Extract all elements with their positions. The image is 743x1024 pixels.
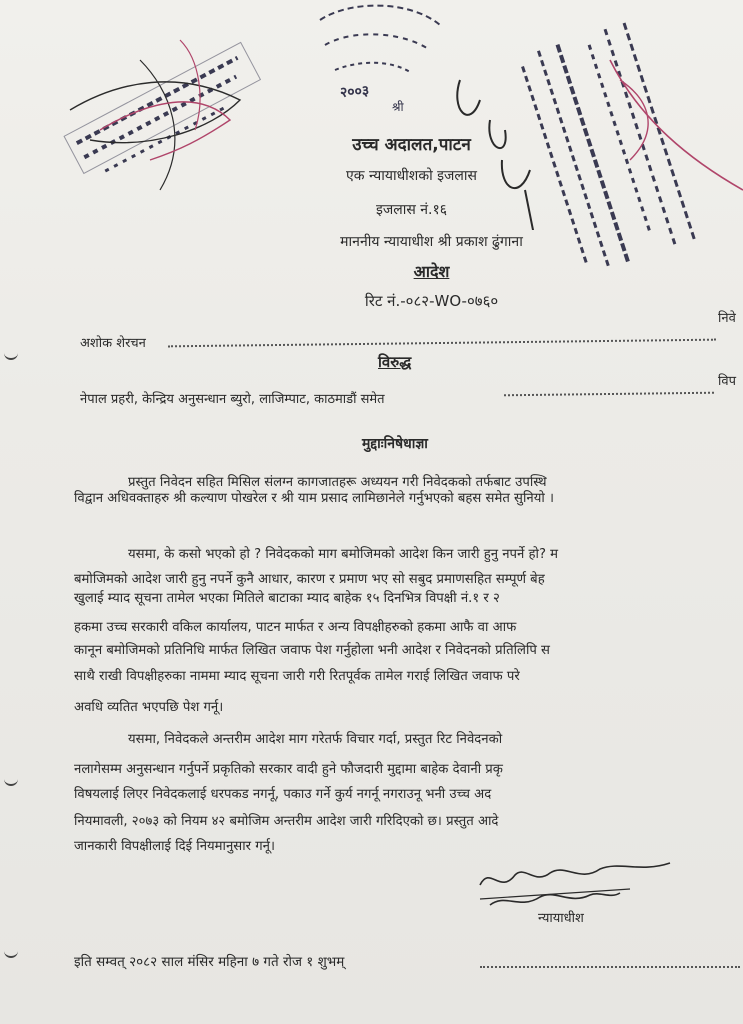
body-line: नलागेसम्म अनुसन्धान गर्नुपर्ने प्रकृतिको सरकार वादी हुने फौजदारी मुद्दामा बाहेक देवानी प्रकृ — [74, 762, 503, 777]
receipt-stamp — [310, 0, 450, 110]
body-line: नियमावली, २०७३ को नियम ४२ बमोजिम अन्तरीम आदेश जारी गरिदिएको छ। प्रस्तुत आदे — [74, 814, 499, 829]
body-line: प्रस्तुत निवेदन सहित मिसिल संलग्न कागजातहरू अध्ययन गरी निवेदकको तर्फबाट उपस्थि — [128, 475, 547, 490]
respondent-role: विप — [718, 374, 736, 389]
body-line: विषयलाई लिएर निवेदकलाई धरपकड नगर्नू, पकाउ गर्ने कुर्य नगर्नू नगराउनू भनी उच्च अद — [74, 787, 492, 802]
body-line: अवधि व्यतित भएपछि पेश गर्नू। — [74, 700, 224, 715]
court-name: उच्च अदालत,पाटन — [352, 135, 471, 155]
bench-type: एक न्यायाधीशको इजलास — [346, 168, 477, 184]
body-line: यसमा, के कसो भएको हो ? निवेदकको माग बमोजिमको आदेश किन जारी हुनु नपर्ने हो? म — [128, 547, 559, 562]
body-line: हकमा उच्च सरकारी वकिल कार्यालय, पाटन मार्फत र अन्य विपक्षीहरुको हकमा आफै वा आफ — [74, 620, 517, 635]
receipt-number: २००३ — [339, 83, 370, 101]
document-title: आदेश — [413, 262, 450, 281]
body-line: विद्वान अधिवक्ताहरु श्री कल्याण पोखरेल र श्री याम प्रसाद लामिछानेले गर्नुभएको बहस समेत सुनियो । — [74, 491, 554, 506]
body-line: कानून बमोजिमको प्रतिनिधि मार्फत लिखित जवाफ पेश गर्नुहोला भनी आदेश र निवेदनको प्रतिलिपि स — [74, 643, 550, 658]
petitioner-dotted-line — [168, 339, 716, 348]
versus-label: विरुद्ध — [378, 353, 412, 371]
date-line: इति सम्वत् २०८२ साल मंसिर महिना ७ गते रोज १ शुभम् — [74, 954, 345, 970]
receipt-suffix: श्री — [392, 100, 404, 114]
margin-mark — [4, 944, 18, 958]
body-line: खुलाई म्याद सूचना तामेल भएका मितिले बाटाका म्याद बाहेक १५ दिनभित्र विपक्षी नं.१ र २ — [74, 591, 500, 606]
respondent-dotted-line — [504, 392, 714, 397]
date-dotted-line — [480, 966, 740, 968]
respondent-name: नेपाल प्रहरी, केन्द्रिय अनुसन्धान ब्युरो, लाजिम्पाट, काठमाडौं समेत — [80, 392, 385, 407]
judge-title: न्यायाधीश — [538, 911, 584, 926]
petitioner-name: अशोक शेरचन — [80, 336, 146, 351]
judge-name: माननीय न्यायाधीश श्री प्रकाश ढुंगाना — [340, 234, 523, 250]
top-left-stamp — [30, 20, 290, 230]
case-subject: मुद्दाःनिषेधाज्ञा — [362, 436, 428, 452]
body-line: यसमा, निवेदकले अन्तरीम आदेश माग गरेतर्फ विचार गर्दा, प्रस्तुत रिट निवेदनको — [128, 732, 503, 747]
margin-mark — [4, 346, 18, 360]
body-line: जानकारी विपक्षीलाई दिई नियमानुसार गर्नू। — [74, 839, 275, 854]
writ-number: रिट नं.-०८२-WO-०७६० — [364, 292, 499, 310]
margin-mark — [4, 772, 18, 786]
petitioner-role: निवे — [718, 311, 736, 326]
ijlas-number: इजलास नं.१६ — [375, 202, 448, 218]
body-line: साथै राखी विपक्षीहरुका नाममा म्याद सूचना जारी गरी रितपूर्वक तामेल गराई लिखित जवाफ परे — [74, 669, 520, 684]
body-line: बमोजिमको आदेश जारी हुनु नपर्ने कुनै आधार, कारण र प्रमाण भए सो सबुद प्रमाणसहित सम्पूर्ण बेह — [74, 572, 545, 587]
